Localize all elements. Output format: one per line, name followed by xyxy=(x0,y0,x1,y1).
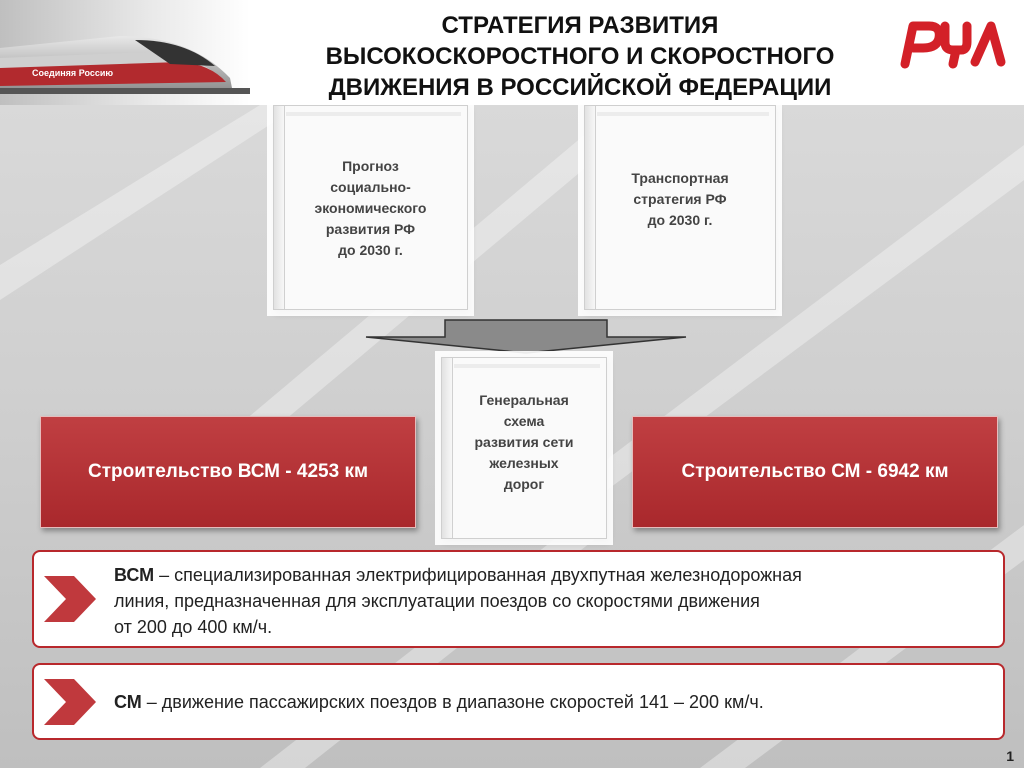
vsm-construction-box xyxy=(40,416,416,528)
chevron-right-icon xyxy=(42,574,102,624)
binder-line: экономического xyxy=(314,200,427,216)
definition-line: – специализированная электрифицированная двухпутная железнодорожная xyxy=(154,565,802,585)
title-line: ВЫСОКОСКОРОСТНОГО И СКОРОСТНОГО xyxy=(325,43,835,70)
sm-definition-text xyxy=(114,689,764,715)
title-line: ДВИЖЕНИЯ В РОССИЙСКОЙ ФЕДЕРАЦИИ xyxy=(328,74,832,101)
title-line: СТРАТЕГИЯ РАЗВИТИЯ xyxy=(441,12,719,39)
definition-line: от 200 до 400 км/ч. xyxy=(114,617,273,637)
rzd-logo xyxy=(895,12,1010,70)
binder-line: дорог xyxy=(503,476,545,492)
binder-line: до 2030 г. xyxy=(647,212,713,228)
binder-line: Генеральная xyxy=(479,392,569,408)
binder-line: Транспортная xyxy=(631,170,729,186)
sm-definition-box xyxy=(32,663,1005,740)
binder-line: схема xyxy=(503,413,545,429)
header xyxy=(0,0,1024,105)
transport-binder-text xyxy=(619,168,740,309)
forecast-binder-text xyxy=(303,156,439,309)
general-binder-text xyxy=(462,390,585,538)
chevron-right-icon xyxy=(42,677,102,727)
definition-line: – движение пассажирских поездов в диапазоне скоростей 141 – 200 км/ч. xyxy=(141,692,764,712)
vsm-term: ВСМ xyxy=(114,565,155,585)
vsm-definition-box xyxy=(32,550,1005,648)
sm-construction-box xyxy=(632,416,998,528)
vsm-definition-text xyxy=(114,562,802,640)
sm-term: СМ xyxy=(114,692,142,712)
binder-line: до 2030 г. xyxy=(338,242,403,258)
definition-line: линия, предназначенная для эксплуатации поездов со скоростями движения xyxy=(114,591,760,611)
general-scheme-binder xyxy=(441,357,607,539)
binder-line: железных xyxy=(489,455,559,471)
down-arrow-icon xyxy=(366,320,686,353)
train-image xyxy=(0,0,250,105)
page-number: 1 xyxy=(1006,748,1014,764)
binder-line: развития сети xyxy=(474,434,574,450)
forecast-binder xyxy=(273,105,468,310)
page-title xyxy=(300,10,860,103)
binder-line: социально- xyxy=(330,179,411,195)
binder-line: развития РФ xyxy=(325,221,416,237)
vsm-construction-label: Строительство ВСМ - 4253 км xyxy=(87,461,369,482)
banner-text: Соединяя Россию xyxy=(32,68,114,78)
binder-line: стратегия РФ xyxy=(633,191,727,207)
sm-construction-label: Строительство СМ - 6942 км xyxy=(681,461,949,482)
transport-binder xyxy=(584,105,776,310)
content-area xyxy=(0,105,1024,768)
binder-line: Прогноз xyxy=(342,158,399,174)
